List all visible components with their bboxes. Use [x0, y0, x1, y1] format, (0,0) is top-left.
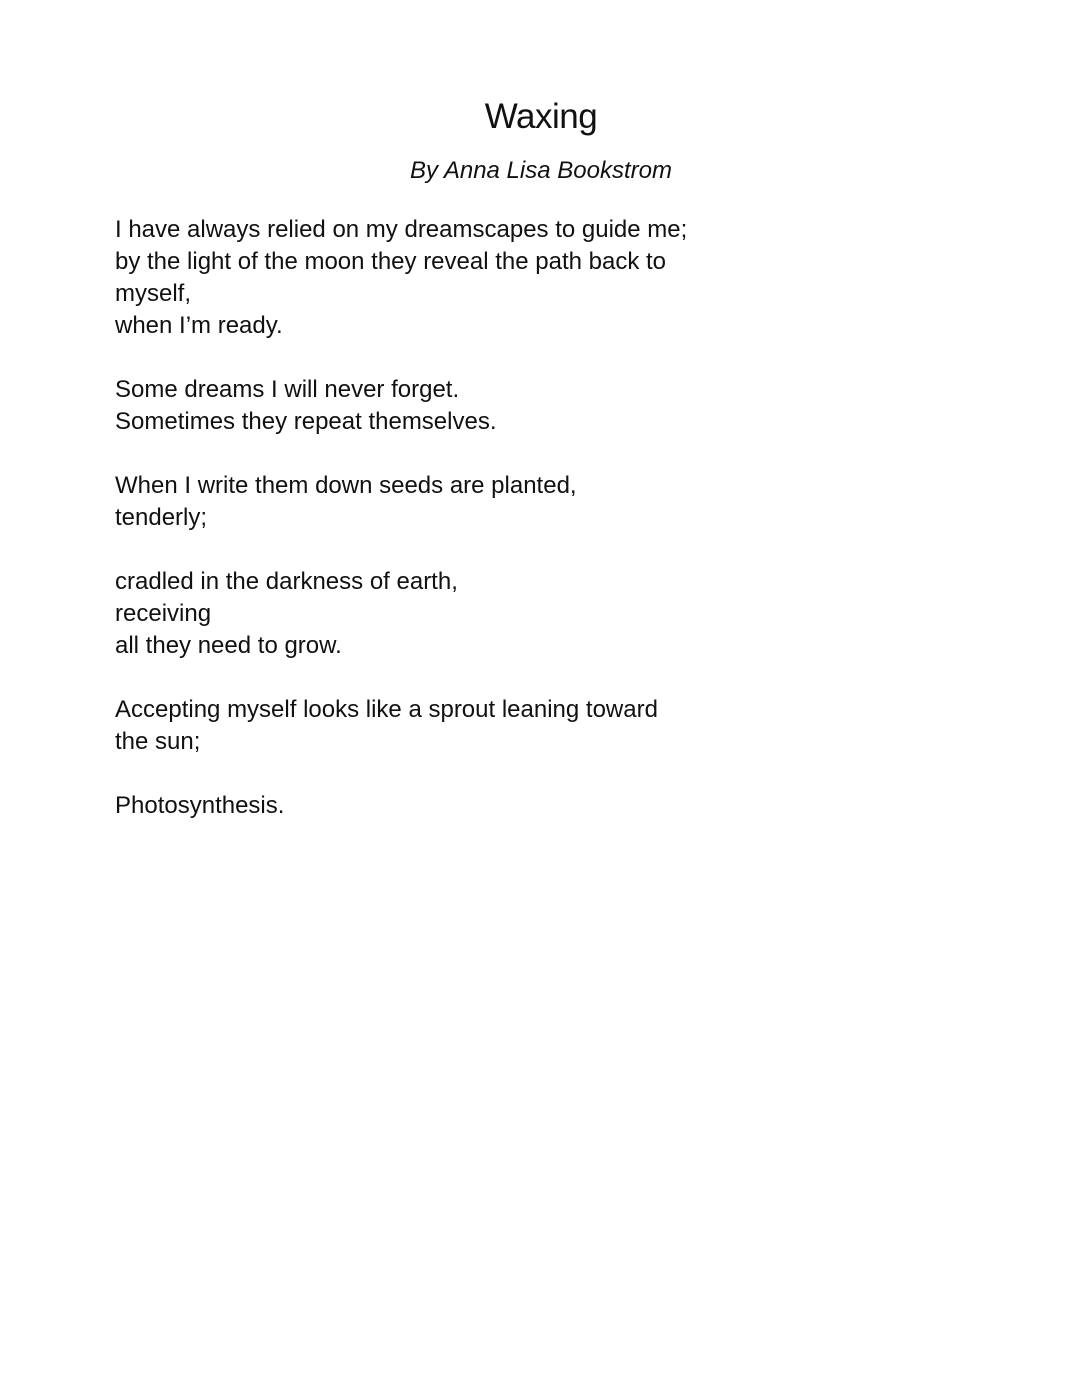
poem-line: by the light of the moon they reveal the path back to	[115, 248, 667, 275]
poem-line: all they need to grow.	[115, 632, 342, 659]
stanza-3	[115, 470, 815, 534]
poem-line: Accepting myself looks like a sprout leaning toward	[115, 696, 658, 723]
poem-line: the sun;	[115, 728, 201, 755]
stanza-4	[115, 566, 815, 662]
poem-line: When I write them down seeds are planted,	[115, 472, 577, 499]
poem-line: Photosynthesis.	[115, 792, 285, 819]
poem-line: Some dreams I will never forget.	[115, 376, 460, 403]
poem-title: Waxing	[484, 97, 598, 136]
poem-body	[115, 214, 815, 854]
poem-line: myself,	[115, 280, 192, 307]
stanza-5	[115, 694, 815, 758]
stanza-2	[115, 374, 815, 438]
poem-line: I have always relied on my dreamscapes to guide me;	[115, 216, 688, 243]
stanza-6	[115, 790, 815, 822]
poem-line: Sometimes they repeat themselves.	[115, 408, 497, 435]
stanza-1	[115, 214, 815, 342]
poem-line: receiving	[115, 600, 212, 627]
poem-byline: By Anna Lisa Bookstrom	[410, 157, 672, 184]
poem-line: cradled in the darkness of earth,	[115, 568, 458, 595]
poem-line: tenderly;	[115, 504, 208, 531]
poem-line: when I’m ready.	[115, 312, 283, 339]
